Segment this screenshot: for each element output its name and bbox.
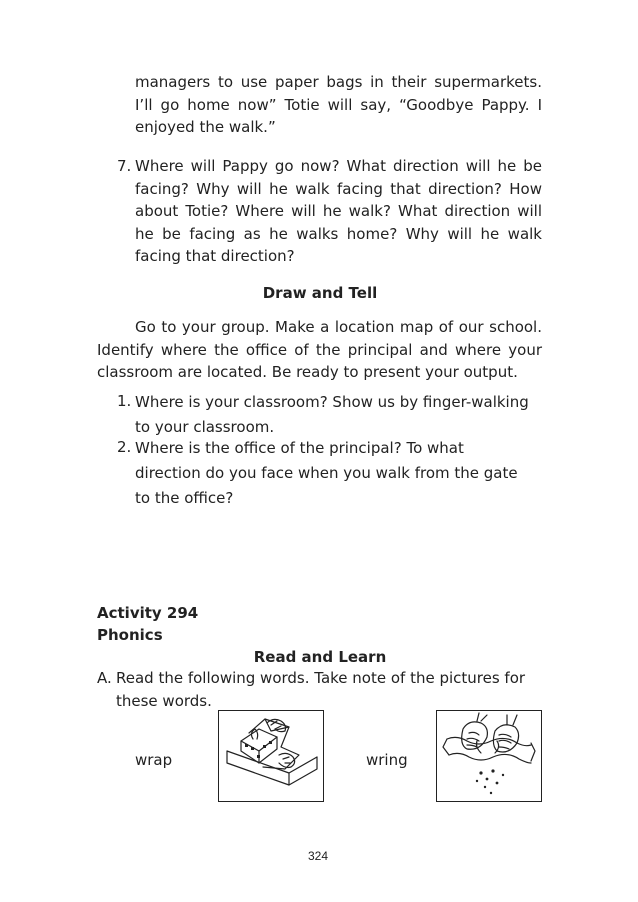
activity-title: Activity 294 xyxy=(97,604,199,622)
story-continuation: managers to use paper bags in their supermarkets. I’ll go home now” Totie will say, “Goodbye Pappy. I enjoyed the walk.” xyxy=(135,73,542,136)
question-7-text: Where will Pappy go now? What direction will he be facing? Why will he walk facing that direction? How about Totie? Where will he walk? What direction will he be facing as he walks home? Why will he walk facing that direction? xyxy=(135,157,542,265)
page-number: 324 xyxy=(308,849,329,863)
instruction-text: Read the following words. Take note of the pictures for these words. xyxy=(116,669,526,710)
instruction-letter: A. xyxy=(97,669,112,687)
wrap-picture xyxy=(218,710,324,802)
wrapping-hands-illustration xyxy=(219,711,323,801)
draw-and-tell-intro: Go to your group. Make a location map of our school. Identify where the office of the principal and where your classroom are located. Be ready to present your output. xyxy=(97,318,542,381)
list-item-2-text: Where is the office of the principal? To what direction do you face when you walk from the gate to the office? xyxy=(135,439,518,507)
list-item-2-number: 2. xyxy=(117,438,132,456)
list-item-1-text: Where is your classroom? Show us by finger-walking to your classroom. xyxy=(135,393,529,436)
question-7-number: 7. xyxy=(117,157,132,175)
wringing-cloth-illustration xyxy=(437,711,541,801)
activity-subject: Phonics xyxy=(97,626,163,644)
word-wring: wring xyxy=(366,751,408,769)
list-item-1-number: 1. xyxy=(117,392,132,410)
wring-picture xyxy=(436,710,542,802)
word-wrap: wrap xyxy=(135,751,173,769)
draw-and-tell-heading: Draw and Tell xyxy=(262,284,378,302)
read-and-learn-heading: Read and Learn xyxy=(253,648,387,666)
